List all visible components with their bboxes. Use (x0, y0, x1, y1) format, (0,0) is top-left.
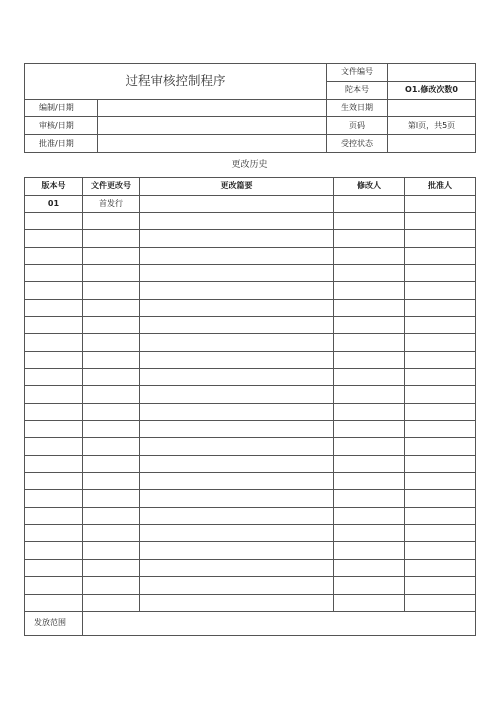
table-cell (140, 455, 334, 472)
table-cell (25, 264, 83, 281)
history-title: 更改历史 (231, 160, 268, 170)
table-cell (25, 351, 83, 368)
table-cell (140, 282, 334, 299)
table-cell (140, 247, 334, 264)
table-cell (83, 369, 140, 386)
reviewed-value (98, 117, 327, 135)
table-row (25, 507, 476, 524)
table-row (25, 351, 476, 368)
table-cell (334, 559, 405, 576)
table-cell (334, 525, 405, 542)
table-row (25, 577, 476, 594)
control-status-value (388, 135, 476, 153)
table-cell (140, 559, 334, 576)
approved-value (98, 135, 327, 153)
table-cell (25, 473, 83, 490)
reviewed-label: 审核/日期 (25, 117, 98, 135)
effective-date-value (388, 99, 476, 117)
table-cell (140, 212, 334, 229)
table-cell (83, 282, 140, 299)
table-cell (83, 438, 140, 455)
table-cell (405, 386, 476, 403)
table-cell (25, 403, 83, 420)
table-cell (405, 369, 476, 386)
table-cell (25, 369, 83, 386)
table-cell (140, 195, 334, 212)
table-cell (405, 264, 476, 281)
table-cell (25, 247, 83, 264)
table-cell (140, 403, 334, 420)
table-cell (83, 490, 140, 507)
table-cell (334, 212, 405, 229)
column-header: 更改篇要 (140, 178, 334, 196)
prepared-label: 编制/日期 (25, 99, 98, 117)
table-cell (334, 299, 405, 316)
table-cell: 01 (25, 195, 83, 212)
table-row (25, 473, 476, 490)
effective-date-label: 生效日期 (327, 99, 388, 117)
table-cell (83, 212, 140, 229)
document-title: 过程审核控制程序 (25, 64, 327, 100)
table-cell (334, 455, 405, 472)
table-cell (334, 230, 405, 247)
change-history-table (24, 177, 476, 636)
table-cell (83, 559, 140, 576)
table-cell (405, 438, 476, 455)
table-cell (25, 577, 83, 594)
table-cell (405, 212, 476, 229)
table-row (25, 230, 476, 247)
table-cell (83, 299, 140, 316)
table-cell (140, 542, 334, 559)
table-cell: 首发行 (83, 195, 140, 212)
doc-number-value (388, 64, 476, 82)
table-cell (140, 438, 334, 455)
table-row (25, 421, 476, 438)
column-header: 批准人 (405, 178, 476, 196)
document-header-table (24, 63, 476, 153)
table-cell (334, 438, 405, 455)
prepared-value (98, 99, 327, 117)
column-header: 文件更改号 (83, 178, 140, 196)
table-row (25, 264, 476, 281)
table-cell (25, 212, 83, 229)
table-cell (405, 299, 476, 316)
table-cell (140, 334, 334, 351)
table-cell (83, 594, 140, 611)
approved-label: 批准/日期 (25, 135, 98, 153)
table-cell (140, 369, 334, 386)
table-row (25, 386, 476, 403)
history-body (25, 195, 476, 611)
table-cell (405, 403, 476, 420)
table-cell (405, 577, 476, 594)
table-cell (405, 455, 476, 472)
table-cell (83, 403, 140, 420)
table-row (25, 247, 476, 264)
table-row (25, 455, 476, 472)
table-cell (83, 542, 140, 559)
distribution-scope-row (25, 611, 476, 635)
table-cell (25, 282, 83, 299)
table-cell (405, 559, 476, 576)
table-cell (334, 594, 405, 611)
table-row (25, 334, 476, 351)
table-cell (334, 195, 405, 212)
table-cell (25, 421, 83, 438)
column-header: 版本号 (25, 178, 83, 196)
table-cell (25, 507, 83, 524)
table-cell (334, 247, 405, 264)
table-cell (25, 317, 83, 334)
version-label: 陀本号 (327, 81, 388, 99)
table-cell (83, 455, 140, 472)
table-row (25, 490, 476, 507)
table-cell (140, 299, 334, 316)
table-cell (83, 421, 140, 438)
table-cell (140, 421, 334, 438)
distribution-scope-value (83, 611, 476, 635)
table-cell (83, 264, 140, 281)
table-cell (334, 403, 405, 420)
table-cell (334, 369, 405, 386)
table-cell (25, 230, 83, 247)
table-cell (25, 386, 83, 403)
doc-number-label: 文件编号 (327, 64, 388, 82)
table-cell (140, 525, 334, 542)
table-row (25, 542, 476, 559)
table-cell (405, 525, 476, 542)
table-cell (140, 264, 334, 281)
table-cell (334, 282, 405, 299)
table-cell (83, 473, 140, 490)
table-cell (405, 507, 476, 524)
table-row (25, 282, 476, 299)
table-row (25, 525, 476, 542)
table-cell (334, 334, 405, 351)
table-cell (25, 490, 83, 507)
table-cell (83, 525, 140, 542)
table-cell (334, 264, 405, 281)
table-cell (83, 577, 140, 594)
table-cell (334, 317, 405, 334)
table-cell (405, 195, 476, 212)
table-cell (334, 386, 405, 403)
table-row (25, 438, 476, 455)
table-cell (83, 351, 140, 368)
table-cell (140, 351, 334, 368)
table-cell (25, 542, 83, 559)
table-cell (25, 594, 83, 611)
table-cell (140, 507, 334, 524)
table-cell (405, 317, 476, 334)
version-value: O1.修改次数0 (388, 81, 476, 99)
table-cell (405, 334, 476, 351)
table-cell (405, 351, 476, 368)
table-cell (405, 473, 476, 490)
table-cell (25, 559, 83, 576)
table-row (25, 403, 476, 420)
table-cell (25, 525, 83, 542)
page-label: 页码 (327, 117, 388, 135)
table-cell (405, 230, 476, 247)
table-cell (25, 455, 83, 472)
table-cell (405, 490, 476, 507)
table-row (25, 317, 476, 334)
table-cell (140, 577, 334, 594)
table-cell (140, 594, 334, 611)
page-value: 第l页，共5页 (388, 117, 476, 135)
table-cell (334, 421, 405, 438)
table-cell (334, 473, 405, 490)
distribution-scope-label: 发放范围 (25, 611, 83, 635)
table-cell (405, 542, 476, 559)
table-cell (25, 438, 83, 455)
table-cell (405, 282, 476, 299)
table-row (25, 594, 476, 611)
table-cell (25, 334, 83, 351)
table-cell (334, 490, 405, 507)
history-header-row (25, 178, 476, 196)
table-cell (83, 386, 140, 403)
table-row (25, 195, 476, 212)
table-cell (83, 247, 140, 264)
table-cell (83, 507, 140, 524)
table-cell (25, 299, 83, 316)
table-cell (140, 317, 334, 334)
table-cell (334, 542, 405, 559)
table-cell (405, 247, 476, 264)
table-cell (334, 507, 405, 524)
column-header: 修改人 (334, 178, 405, 196)
table-row (25, 212, 476, 229)
table-cell (140, 473, 334, 490)
table-row (25, 559, 476, 576)
table-cell (140, 490, 334, 507)
table-cell (83, 334, 140, 351)
table-cell (334, 351, 405, 368)
table-row (25, 369, 476, 386)
table-cell (83, 230, 140, 247)
table-row (25, 299, 476, 316)
table-cell (140, 230, 334, 247)
table-cell (83, 317, 140, 334)
table-cell (405, 594, 476, 611)
table-cell (140, 386, 334, 403)
control-status-label: 受控状态 (327, 135, 388, 153)
table-cell (405, 421, 476, 438)
table-cell (334, 577, 405, 594)
